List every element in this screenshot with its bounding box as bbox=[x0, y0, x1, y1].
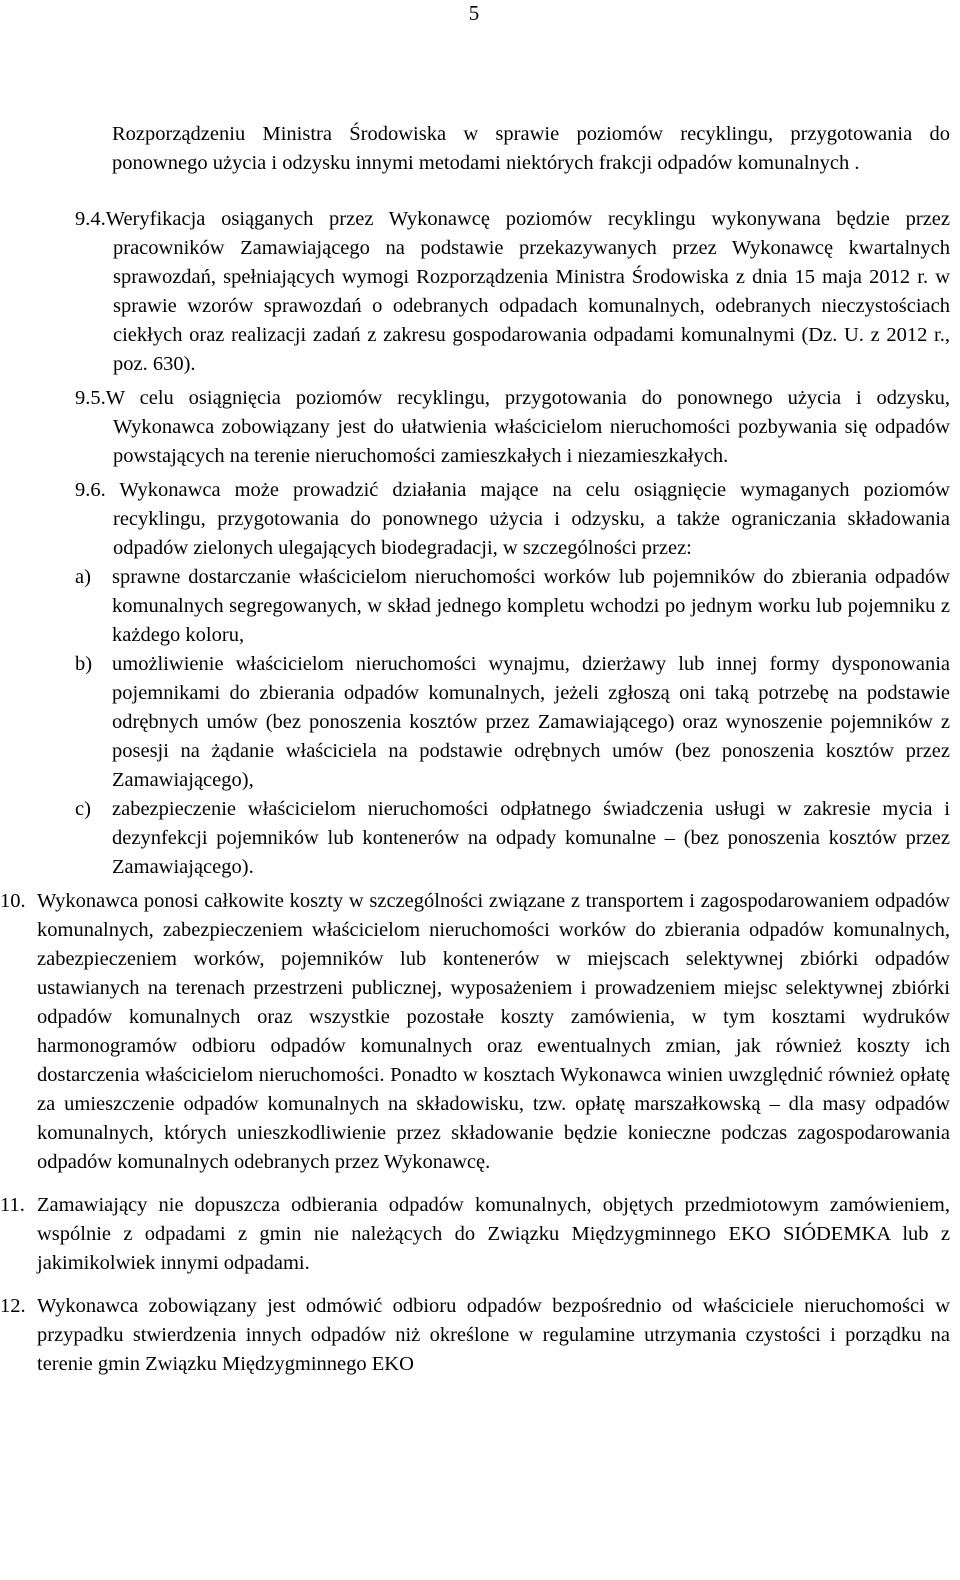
list-item-text: zabezpieczenie właścicielom nieruchomości odpłatnego świadczenia usługi w zakresie mycia i dezynfekcji pojemników lub kontenerów na odpady komunalne – (bez ponoszenia kosztów przez Zamawiającego). bbox=[112, 798, 950, 878]
list-marker: a) bbox=[75, 566, 91, 588]
section-10 bbox=[0, 887, 950, 1177]
list-marker: c) bbox=[75, 798, 91, 820]
section-text: Wykonawca ponosi całkowite koszty w szczególności związane z transportem i zagospodarowaniem odpadów komunalnych, zabezpieczeniem właścicielom nieruchomości worków do zbierania odpadów komunalnych, zabezpieczeniem worków, pojemników lub kontenerów w miejscach selektywnej zbiórki odpadów ustawianych na terenach przestrzeni publicznej, wyposażeniem i prowadzeniem miejsc selektywnej zbiórki odpadów komunalnych oraz wszystkie pozostałe koszty zamówienia, w tym kosztami wydruków harmonogramów odbioru odpadów komunalnych oraz ewentualnych zmian, jak również koszty ich dostarczenia właścicielom nieruchomości. Ponadto w kosztach Wykonawca winien uwzględnić również opłatę za umieszczenie odpadów komunalnych na składowisku, tzw. opłatę marszałkowską – dla masy odpadów komunalnych, których unieszkodliwienie przez składowanie będzie konieczne podczas zagospodarowania odpadów komunalnych odebranych przez Wykonawcę. bbox=[37, 890, 950, 1173]
list-item-a bbox=[75, 563, 950, 650]
section-number: 12. bbox=[0, 1295, 26, 1317]
section-number: 11. bbox=[0, 1194, 25, 1216]
section-number: 10. bbox=[0, 890, 26, 912]
paragraph-9-5: 9.5.W celu osiągnięcia poziomów recyklingu, przygotowania do ponownego użycia i odzysku, Wykonawca zobowiązany jest do ułatwienia właścicielom nieruchomości pozbywania się odpadów powstających na terenie nieruchomości zamieszkałych i niezamieszkałych. bbox=[75, 387, 950, 467]
paragraph-9-6: 9.6. Wykonawca może prowadzić działania mające na celu osiągnięcie wymaganych poziomów recyklingu, przygotowania do ponownego użycia i odzysku, a także ograniczania składowania odpadów zielonych ulegających biodegradacji, w szczególności przez: bbox=[75, 479, 950, 559]
section-12 bbox=[0, 1292, 950, 1379]
section-11 bbox=[0, 1191, 950, 1278]
list-item-text: umożliwienie właścicielom nieruchomości wynajmu, dzierżawy lub innej formy dysponowania pojemnikami do zbierania odpadów komunalnych, jeżeli zgłoszą oni taką potrzebę na podstawie odrębnych umów (bez ponoszenia kosztów przez Zamawiającego) oraz wynoszenie pojemników z posesji na żądanie właściciela na podstawie odrębnych umów (bez ponoszenia kosztów przez Zamawiającego), bbox=[112, 653, 950, 791]
list-item-c bbox=[75, 795, 950, 882]
document-body bbox=[0, 120, 960, 1379]
list-marker: b) bbox=[75, 653, 93, 675]
page-number: 5 bbox=[468, 1, 480, 25]
list-item-text: sprawne dostarczanie właścicielom nieruchomości worków lub pojemników do zbierania odpadów komunalnych segregowanych, w skład jednego kompletu wchodzi po jednym worku lub pojemniku z każdego koloru, bbox=[112, 566, 950, 646]
paragraph-9-4: 9.4.Weryfikacja osiąganych przez Wykonawcę poziomów recyklingu wykonywana będzie przez pracowników Zamawiającego na podstawie przekazywanych przez Wykonawcę kwartalnych sprawozdań, spełniających wymogi Rozporządzenia Ministra Środowiska z dnia 15 maja 2012 r. w sprawie wzorów sprawozdań o odebranych odpadach komunalnych, odebranych nieczystościach ciekłych oraz realizacji zadań z zakresu gospodarowania odpadami komunalnymi (Dz. U. z 2012 r., poz. 630). bbox=[75, 208, 950, 375]
section-text: Zamawiający nie dopuszcza odbierania odpadów komunalnych, objętych przedmiotowym zamówieniem, wspólnie z odpadami z gmin nie należących do Związku Międzygminnego EKO SIÓDEMKA lub z jakimikolwiek innymi odpadami. bbox=[37, 1194, 950, 1274]
section-text: Wykonawca zobowiązany jest odmówić odbioru odpadów bezpośrednio od właściciele nieruchomości w przypadku stwierdzenia innych odpadów niż określone w regulamine utrzymania czystości i porządku na terenie gmin Związku Międzygminnego EKO bbox=[37, 1295, 950, 1375]
list-item-b bbox=[75, 650, 950, 795]
paragraph-continuation: Rozporządzeniu Ministra Środowiska w sprawie poziomów recyklingu, przygotowania do ponownego użycia i odzysku innymi metodami niektórych frakcji odpadów komunalnych . bbox=[112, 123, 950, 174]
